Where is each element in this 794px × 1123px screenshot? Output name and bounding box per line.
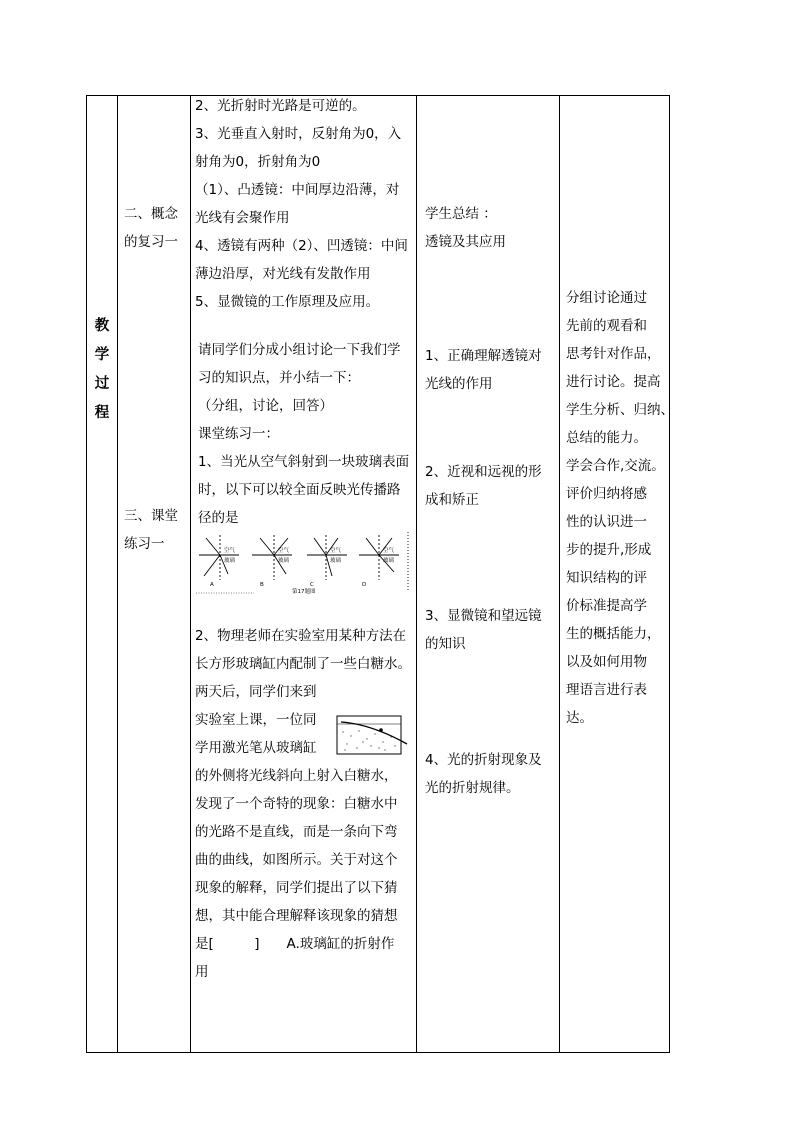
option-b: B bbox=[260, 582, 264, 588]
point-line: 的知识 bbox=[425, 636, 466, 652]
discussion-line: 1、当光从空气斜射到一块玻璃表面 bbox=[198, 454, 410, 470]
section-column bbox=[87, 96, 118, 1053]
point-line: 光的折射规律。 bbox=[425, 780, 520, 796]
point-4 bbox=[425, 746, 542, 802]
section-label bbox=[91, 312, 113, 428]
discussion-text bbox=[198, 336, 409, 532]
question-line: 用 bbox=[195, 964, 209, 980]
point-line: 成和矫正 bbox=[425, 492, 479, 508]
label-air: 空气 bbox=[330, 548, 342, 554]
intent-line: 评价归纳将感 bbox=[566, 486, 647, 502]
review-line: 薄边沿厚，对光线有发散作用 bbox=[195, 266, 371, 282]
intent-line: 知识结构的评 bbox=[566, 570, 647, 586]
question-line: 想，其中能合理解释该现象的猜想 bbox=[195, 908, 398, 924]
question-line: 学用激光笔从玻璃缸 bbox=[195, 740, 317, 756]
lesson-plan-table bbox=[86, 95, 674, 1053]
point-line: 2、近视和远视的形 bbox=[425, 464, 542, 480]
point-2 bbox=[425, 458, 542, 514]
question-line: 是[ ] A.玻璃缸的折射作 bbox=[195, 936, 395, 952]
intent-line: 分组讨论通过 bbox=[566, 290, 647, 306]
stage-concept-review bbox=[124, 200, 178, 256]
discussion-line: 课堂练习一： bbox=[198, 426, 279, 442]
review-line: 5、显微镜的工作原理及应用。 bbox=[195, 294, 380, 310]
question-line: 两天后，同学们来到 bbox=[195, 684, 317, 700]
review-line: 射角为0，折射角为0 bbox=[195, 154, 321, 170]
label-glass: 玻璃 bbox=[330, 558, 342, 564]
intent-line: 价标准提高学 bbox=[566, 598, 647, 614]
sugar-water-tank-figure bbox=[335, 710, 409, 758]
stage-text: 二、概念 bbox=[124, 206, 178, 222]
label-air: 空气 bbox=[224, 548, 236, 554]
intent-line: 性的认识进一 bbox=[566, 514, 647, 530]
stage-text: 练习一 bbox=[124, 536, 165, 552]
review-line: 3、光垂直入射时，反射角为0，入 bbox=[195, 126, 402, 142]
design-intent-column bbox=[560, 96, 674, 1053]
content-column bbox=[191, 96, 417, 1053]
question-line: 曲的曲线，如图所示。关于对这个 bbox=[195, 852, 398, 868]
stage-text: 三、课堂 bbox=[124, 508, 178, 524]
question-line: 发现了一个奇特的现象：白糖水中 bbox=[195, 796, 398, 812]
label-glass: 玻璃 bbox=[278, 558, 290, 564]
review-points bbox=[195, 92, 408, 316]
refraction-options-figure bbox=[194, 530, 412, 594]
section-char: 过 bbox=[94, 376, 110, 392]
section-char: 教 bbox=[94, 318, 110, 334]
summary-line: 学生总结 ： bbox=[425, 206, 497, 222]
intent-line: 理语言进行表 bbox=[566, 682, 647, 698]
point-line: 4、光的折射现象及 bbox=[425, 752, 542, 768]
intent-line: 生的概括能力， bbox=[566, 626, 661, 642]
review-line: 光线有会聚作用 bbox=[195, 210, 290, 226]
question-line: 的外侧将光线斜向上射入白糖水， bbox=[195, 768, 398, 784]
question-line: 现象的解释，同学们提出了以下猜 bbox=[195, 880, 398, 896]
section-char: 学 bbox=[94, 347, 110, 363]
question-line: 长方形玻璃缸内配制了一些白糖水。 bbox=[195, 656, 411, 672]
discussion-line: 请同学们分成小组讨论一下我们学 bbox=[198, 342, 401, 358]
section-char: 程 bbox=[94, 405, 110, 421]
intent-line: 学会合作,交流。 bbox=[566, 458, 665, 474]
intent-line: 思考针对作品， bbox=[566, 346, 661, 362]
discussion-line: 径的是 bbox=[198, 510, 239, 526]
review-line: 2、光折射时光路是可逆的。 bbox=[195, 98, 366, 114]
intent-line: 进行讨论。提高 bbox=[566, 374, 661, 390]
question-2-part-b bbox=[195, 762, 398, 986]
question-line: 的光路不是直线，而是一条向下弯 bbox=[195, 824, 398, 840]
discussion-line: （分组，讨论，回答） bbox=[198, 398, 333, 414]
student-activity-column bbox=[417, 96, 560, 1053]
review-line: 4、透镜有两种（2）、凹透镜：中间 bbox=[195, 238, 408, 254]
question-line: 实验室上课，一位同 bbox=[195, 712, 317, 728]
stage-class-exercise bbox=[124, 502, 178, 558]
intent-line: 总结的能力。 bbox=[566, 430, 647, 446]
label-glass: 玻璃 bbox=[224, 558, 236, 564]
label-air: 空气 bbox=[278, 548, 290, 554]
intent-line: 先前的观看和 bbox=[566, 318, 647, 334]
point-line: 光线的作用 bbox=[425, 376, 493, 392]
intent-line: 以及如何用物 bbox=[566, 654, 647, 670]
question-line: 2、物理老师在实验室用某种方法在 bbox=[195, 628, 407, 644]
intent-line: 达。 bbox=[566, 710, 593, 726]
summary-line: 透镜及其应用 bbox=[425, 234, 506, 250]
stage-column bbox=[118, 96, 191, 1053]
figure-caption: 第17题图 bbox=[292, 589, 316, 594]
option-c: C bbox=[310, 582, 314, 588]
option-a: A bbox=[210, 582, 214, 588]
intent-line: 学生分析、归纳、 bbox=[566, 402, 674, 418]
stage-text: 的复习一 bbox=[124, 234, 178, 250]
intent-line: 步的提升,形成 bbox=[566, 542, 652, 558]
point-line: 3、显微镜和望远镜 bbox=[425, 608, 542, 624]
option-d: D bbox=[362, 582, 367, 588]
review-line: （1）、凸透镜：中间厚边沿薄，对 bbox=[195, 182, 400, 198]
discussion-line: 时，以下可以较全面反映光传播路 bbox=[198, 482, 401, 498]
point-line: 1、正确理解透镜对 bbox=[425, 348, 542, 364]
design-intent-text bbox=[566, 284, 674, 732]
point-1 bbox=[425, 342, 542, 398]
point-3 bbox=[425, 602, 542, 658]
label-glass: 玻璃 bbox=[383, 558, 395, 564]
student-summary bbox=[425, 200, 506, 256]
discussion-line: 习的知识点，并小结一下： bbox=[198, 370, 360, 386]
label-air: 空气 bbox=[383, 548, 395, 554]
